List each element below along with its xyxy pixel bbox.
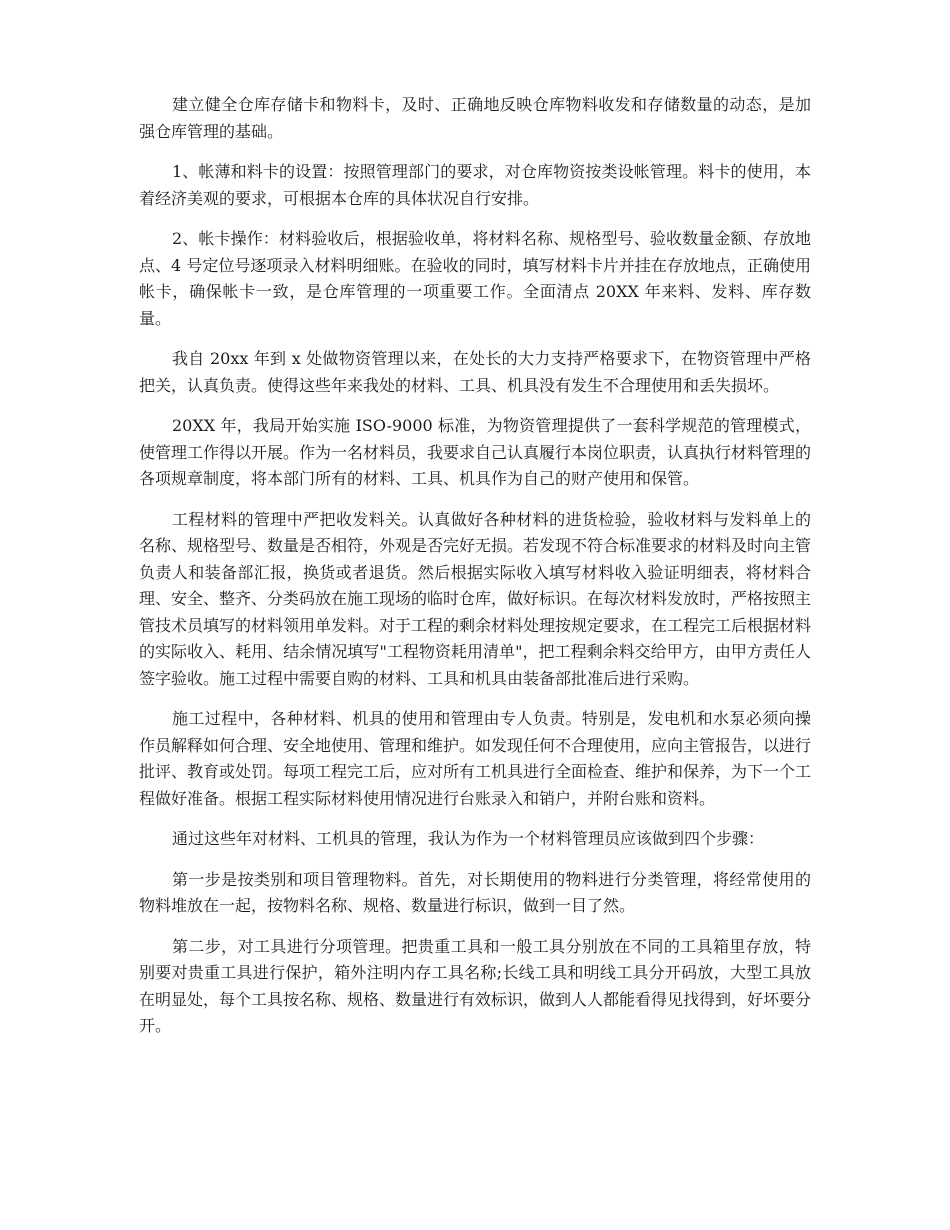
paragraph-2: 1、帐薄和料卡的设置：按照管理部门的要求，对仓库物资按类设帐管理。料卡的使用，本着经济美观的要求，可根据本仓库的具体状况自行安排。 [139,162,811,208]
paragraph-8: 通过这些年对材料、工机具的管理，我认为作为一个材料管理员应该做到四个步骤： [172,829,765,848]
paragraph-9: 第一步是按类别和项目管理物料。首先，对长期使用的物料进行分类管理，将经常使用的物料堆放在一起，按物料名称、规格、数量进行标识，做到一目了然。 [139,869,811,915]
paragraph-3: 2、帐卡操作：材料验收后，根据验收单，将材料名称、规格型号、验收数量金额、存放地点、4 号定位号逐项录入材料明细账。在验收的同时，填写材料卡片并挂在存放地点，正确使用帐卡，确保帐卡一致，是仓库管理的一项重要工作。全面清点 20XX 年来料、发料、库存数量。 [139,229,811,328]
paragraph-4: 我自 20xx 年到 x 处做物资管理以来，在处长的大力支持严格要求下，在物资管理中严格把关，认真负责。使得这些年来我处的材料、工具、机具没有发生不合理使用和丢失损坏。 [139,349,811,395]
paragraph-7: 施工过程中，各种材料、机具的使用和管理由专人负责。特别是，发电机和水泵必须向操作员解释如何合理、安全地使用、管理和维护。如发现任何不合理使用，应向主管报告，以进行批评、教育或处罚。每项工程完工后，应对所有工机具进行全面检查、维护和保养，为下一个工程做好准备。根据工程实际材料使用情况进行台账录入和销户，并附台账和资料。 [139,709,812,808]
document-body [139,92,811,1054]
paragraph-6: 工程材料的管理中严把收发料关。认真做好各种材料的进货检验，验收材料与发料单上的名称、规格型号、数量是否相符，外观是否完好无损。若发现不符合标准要求的材料及时向主管负责人和装备部汇报，换货或者退货。然后根据实际收入填写材料收入验证明细表，将材料合理、安全、整齐、分类码放在施工现场的临时仓库，做好标识。在每次材料发放时，严格按照主管技术员填写的材料领用单发料。对于工程的剩余材料处理按规定要求，在工程完工后根据材料的实际收入、耗用、结余情况填写"工程物资耗用清单"，把工程剩余料交给甲方，由甲方责任人签字验收。施工过程中需要自购的材料、工具和机具由装备部批准后进行采购。 [139,509,812,688]
paragraph-10: 第二步，对工具进行分项管理。把贵重工具和一般工具分别放在不同的工具箱里存放，特别要对贵重工具进行保护，箱外注明内存工具名称;长线工具和明线工具分开码放，大型工具放在明显处，每个工具按名称、规格、数量进行有效标识，做到人人都能看得见找得到，好坏要分开。 [139,936,812,1035]
paragraph-1: 建立健全仓库存储卡和物料卡，及时、正确地反映仓库物料收发和存储数量的动态，是加强仓库管理的基础。 [139,95,811,141]
paragraph-5: 20XX 年，我局开始实施 ISO-9000 标准，为物资管理提供了一套科学规范的管理模式，使管理工作得以开展。作为一名材料员，我要求自己认真履行本岗位职责，认真执行材料管理的各项规章制度，将本部门所有的材料、工具、机具作为自己的财产使用和保管。 [139,416,812,488]
